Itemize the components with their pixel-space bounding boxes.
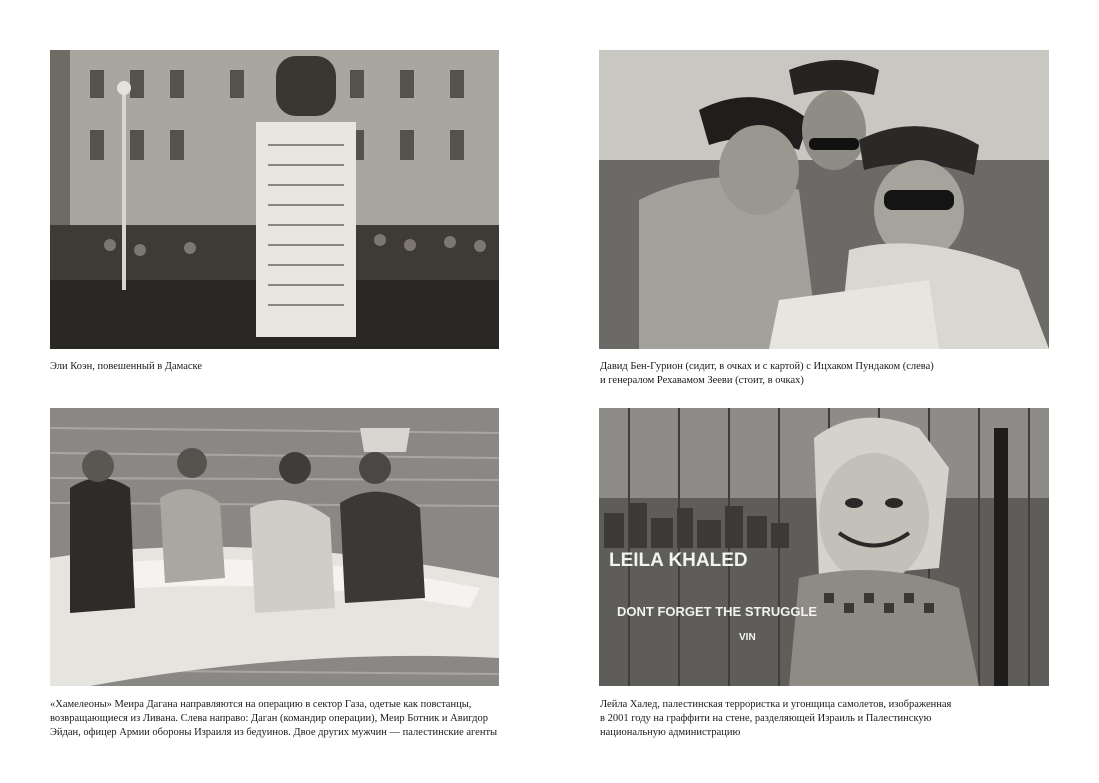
- photo-ben-gurion: [599, 50, 1049, 349]
- caption-figure-2: [600, 360, 1050, 388]
- caption-line: возвращающиеся из Ливана. Слева направо: Даган (командир операции), Меир Ботник и Авигдор: [50, 713, 488, 724]
- photo-eli-cohen: [50, 50, 499, 349]
- caption-line: Эли Коэн, повешенный в Дамаске: [50, 361, 203, 372]
- caption-line: Эйдан, офицер Армии обороны Израиля из бедуинов. Двое других мужчин — палестинские агенты: [50, 727, 498, 738]
- caption-line: национальную администрацию: [600, 727, 741, 738]
- caption-line: и генералом Рехавамом Зееви (стоит, в очках): [600, 375, 804, 386]
- caption-line: в 2001 году на граффити на стене, разделяющей Израиль и Палестинскую: [600, 713, 932, 724]
- caption-line: Давид Бен-Гурион (сидит, в очках и с картой) с Ицхаком Пундаком (слева): [600, 361, 934, 372]
- photo-leila-khaled-graffiti: [599, 408, 1049, 686]
- graffiti-slogan: DONT FORGET THE STRUGGLE: [617, 604, 818, 619]
- graffiti-name: LEILA KHALED: [609, 550, 748, 571]
- graffiti-tag: VIN: [739, 632, 756, 643]
- caption-line: Лейла Халед, палестинская террористка и угонщица самолетов, изображенная: [600, 699, 952, 710]
- caption-figure-1: [50, 360, 500, 374]
- caption-line: «Хамелеоны» Меира Дагана направляются на операцию в сектор Газа, одетые как повстанцы,: [50, 699, 472, 710]
- photo-dagan-boat: [50, 408, 499, 686]
- caption-figure-3: [50, 698, 500, 740]
- caption-figure-4: [600, 698, 1050, 740]
